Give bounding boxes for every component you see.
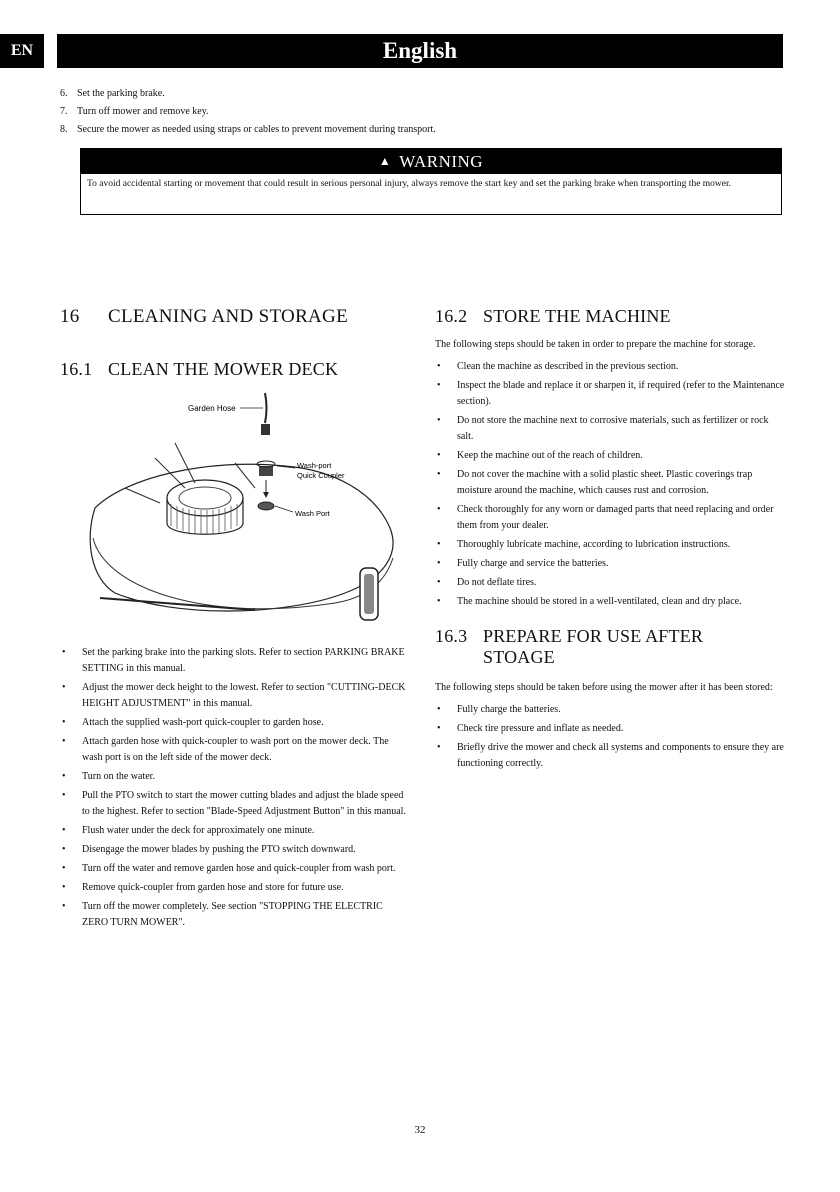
list-item: • Thoroughly lubricate machine, according to lubrication instructions. [437,539,731,550]
list-item: • Disengage the mower blades by pushing the PTO switch downward. [62,844,356,855]
list-item [60,121,436,139]
section-title: STORE THE MACHINE [483,306,671,326]
warning-title: WARNING [399,151,484,171]
list-item: • Turn off the water and remove garden hose and quick-coupler from wash port. [62,863,396,874]
hose-nozzle [261,424,270,435]
step-text: Secure the mower as needed using straps or cables to prevent movement during transport. [77,124,436,135]
list-item: • Attach the supplied wash-port quick-coupler to garden hose. [62,717,324,728]
left-column [60,306,415,380]
motor-top [179,487,231,509]
list-item: • Do not store the machine next to corrosive materials, such as fertilizer or rock salt. [437,415,769,442]
page-number: 32 [414,1124,426,1136]
step-number: 6. [60,88,68,99]
storage-steps [435,359,785,610]
section-number: 16.3 [435,626,468,646]
list-item: • Pull the PTO switch to start the mower cutting blades and adjust the blade speed to the highest. Refer to section "Blade-Speed Adjustment Button" in this manual. [62,790,406,817]
mower-deck-skirt [93,538,393,609]
list-item: • Fully charge the batteries. [437,704,561,715]
garden-hose-label: Garden Hose [188,404,236,413]
section-heading-16-1 [60,359,415,380]
motor-housing [167,480,243,516]
list-item: • Attach garden hose with quick-coupler to wash port on the mower deck. The wash port is on the left side of the mower deck. [62,736,389,763]
section-title: PREPARE FOR USE AFTER STOAGE [483,626,704,667]
step-number: 7. [60,106,68,117]
list-item: • Set the parking brake into the parking slots. Refer to section PARKING BRAKE SETTING in this manual. [62,647,405,674]
frame-lines [125,443,255,503]
list-item: • Do not cover the machine with a solid plastic sheet. Plastic coverings trap moisture around the machine, which causes rust and corrosion. [437,469,753,496]
list-item: • Adjust the mower deck height to the lowest. Refer to section "CUTTING-DECK HEIGHT ADJUSTMENT" in this manual. [62,682,406,709]
step-text: Turn off mower and remove key. [77,106,209,117]
list-item: • Check tire pressure and inflate as needed. [437,723,624,734]
garden-hose [265,393,267,423]
mower-deck-diagram [85,388,415,638]
list-item: • Do not deflate tires. [437,577,537,588]
wash-port-label: Wash-port [297,461,332,470]
list-item [60,85,436,103]
page-header-title: English [57,34,783,68]
list-item: • Fully charge and service the batteries. [437,558,609,569]
after-storage-steps [435,702,785,772]
warning-header [81,149,781,174]
mower-deck-outline [90,464,393,611]
after-storage-intro: The following steps should be taken before using the mower after it has been stored: [435,682,773,693]
section-number: 16 [60,306,80,327]
section-title: CLEAN THE MOWER DECK [108,359,339,379]
list-item: • The machine should be stored in a well-ventilated, clean and dry place. [437,596,742,607]
storage-intro: The following steps should be taken in order to prepare the machine for storage. [435,339,756,350]
list-item: • Briefly drive the mower and check all systems and components to ensure they are functioning correctly. [437,742,784,769]
language-tag: EN [0,34,44,68]
warning-box [80,148,782,215]
transport-steps [60,85,436,139]
section-heading-16-3 [435,626,785,668]
list-item: • Flush water under the deck for approximately one minute. [62,825,315,836]
list-item: • Remove quick-coupler from garden hose and store for future use. [62,882,344,893]
warning-triangle-icon: ▲ [378,154,392,168]
list-item: • Clean the machine as described in the previous section. [437,361,679,372]
clean-deck-steps [60,645,410,934]
quick-coupler-label: Quick Coupler [297,471,345,480]
step-text: Set the parking brake. [77,88,165,99]
section-title: CLEANING AND STORAGE [108,306,348,327]
section-number: 16.2 [435,306,468,326]
warning-text: To avoid accidental starting or movement that could result in serious personal injury, always remove the start key and set the parking brake when transporting the mower. [87,179,732,189]
section-heading-16-2 [435,306,785,327]
list-item: • Turn off the mower completely. See section "STOPPING THE ELECTRIC ZERO TURN MOWER". [62,901,383,928]
list-item: • Check thoroughly for any worn or damaged parts that need replacing and order them from your dealer. [437,504,774,531]
list-item [60,103,436,121]
list-item: • Inspect the blade and replace it or sharpen it, if required (refer to the Maintenance section). [437,380,785,407]
list-item: • Turn on the water. [62,771,155,782]
wash-port-deck-label: Wash Port [295,509,330,518]
section-number: 16.1 [60,359,93,379]
right-column [435,306,785,775]
section-heading-16 [60,306,415,328]
list-item: • Keep the machine out of the reach of children. [437,450,643,461]
deck-wash-port [258,502,274,510]
step-number: 8. [60,124,68,135]
